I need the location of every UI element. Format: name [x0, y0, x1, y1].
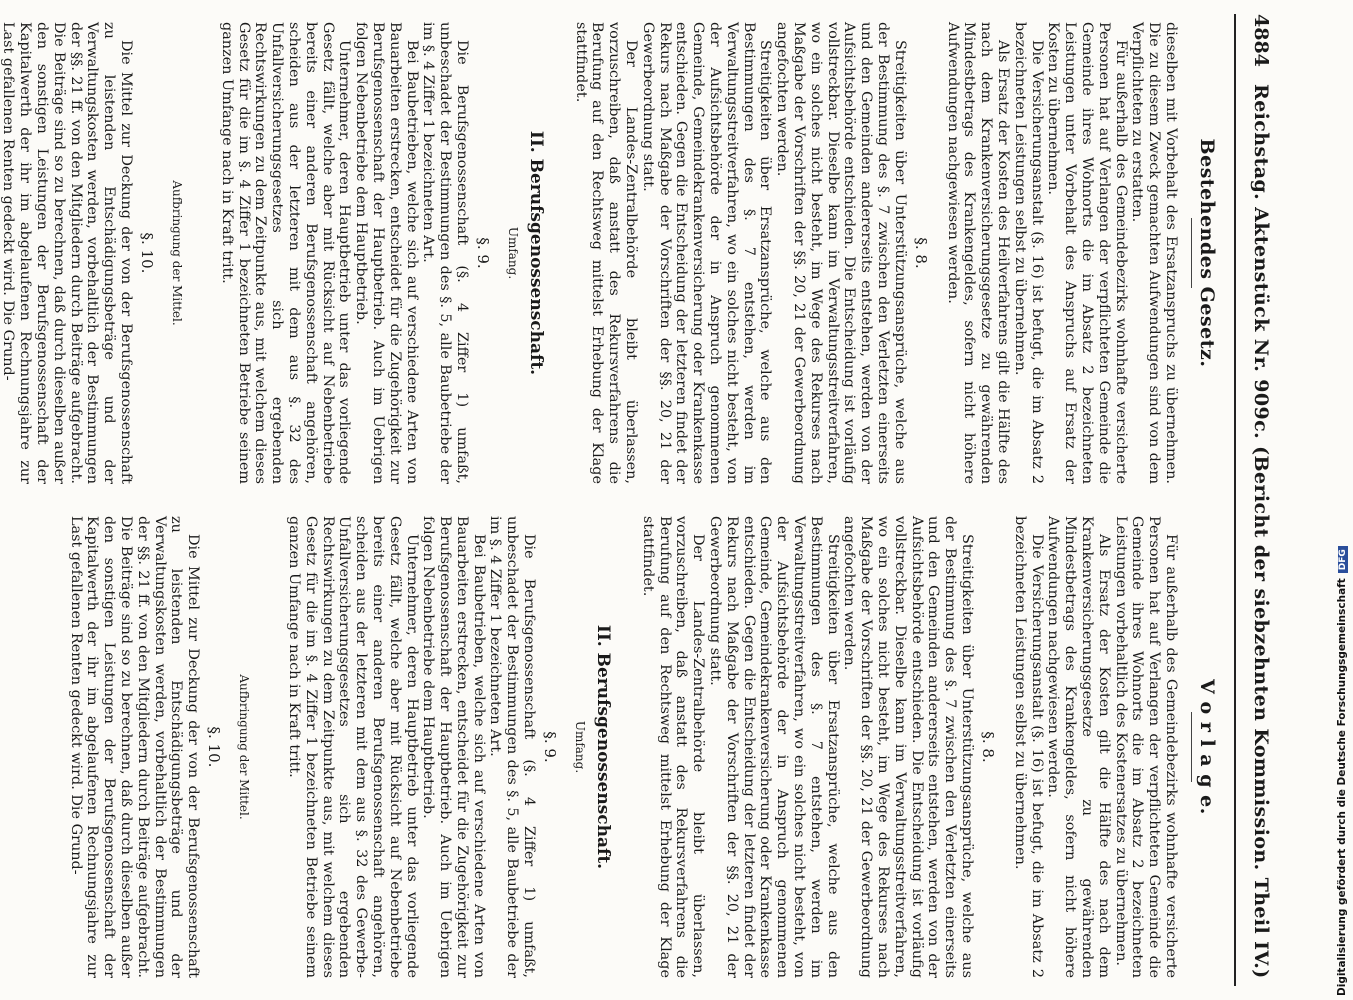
section-heading: §. 9. — [473, 237, 492, 269]
subheading: Umfang. — [505, 226, 520, 280]
digitization-credit — [1336, 0, 1350, 996]
paragraph: Der Landes-Zentralbehörde bleibt überlassen, vorzuschreiben, daß anstatt des Rekursverfahrens die Berufung auf den Rechtsweg mittelst Erhebung der Klage stattfindet. — [639, 516, 707, 978]
subheading: Aufbringung der Mittel. — [237, 674, 252, 820]
title-rule — [1191, 218, 1192, 288]
section-heading: §. 9. — [541, 731, 560, 763]
title-rule — [1191, 712, 1192, 782]
paragraph: Streitigkeiten über Ersatzansprüche, welche aus den Bestimmungen des §. 7 entstehen, werden im Verwaltungsstreitverfahren, wo ein solches nicht besteht, von der Aufsichtsbehörde der in Anspruch genommenen Gemeinde, Gemeindekrankenversicherung oder Krankenkasse entschieden. Gegen die Entscheidung der letzteren findet der Rekurs nach Maßgabe der Vorschriften der §§. 20, 21 der Gewerbeordnung statt. — [707, 516, 841, 978]
column-proposal — [16, 516, 1226, 978]
credit-text: Digitalisierung gefördert durch die Deutsche Forschungsgemeinschaft — [1336, 578, 1348, 996]
header-rule — [1234, 14, 1236, 986]
paragraph: Die Mittel zur Deckung der von der Berufsgenossenschaft zu leistenden Entschädigungsbeträge und der Verwaltungskosten werden, vorbehaltlich der Bestimmungen der §§. 21 ff. von den Mitgliedern durch Beiträge aufgebracht. Die Beiträge sind so zu berechnen, daß durch dieselben außer den sonstigen Leistungen der Berufsgenossenschaft der Kapitalwerth der ihr im abgelaufenen Rechnungsjahre zur Last gefallenen Renten gedeckt wird. Die Grund- — [0, 22, 134, 484]
section-heading: §. 8. — [979, 731, 998, 763]
paragraph: Streitigkeiten über Ersatzansprüche, welche aus den Bestimmungen des §. 7 entstehen, werden im Verwaltungsstreitverfahren, wo ein solches nicht besteht, von der Aufsichtsbehörde der in Anspruch genommenen Gemeinde, Gemeindekrankenversicherung oder Krankenkasse entschieden. Gegen die Entscheidung der letzteren findet der Rekurs nach Maßgabe der Vorschriften der §§. 20, 21 der Gewerbeordnung statt. — [639, 22, 774, 484]
section-heading: §. 10. — [205, 726, 224, 768]
paragraph: Als Ersatz der Kosten des Heilverfahrens gilt die Hälfte des nach dem Krankenversicherungsgesetze zu gewährenden Mindestbetrags des Krankengeldes, sofern nicht höhere Aufwendungen nachgewiesen werden. — [944, 22, 1012, 484]
page-header — [1242, 14, 1276, 986]
paragraph: Bei Baubetrieben, welche sich auf verschiedene Arten von Bauarbeiten erstrecken, entscheidet für die Zugehörigkeit zur Berufsgenossenschaft der Hauptbetrieb. Auch im Uebrigen folgen Nebenbetriebe dem Hauptbetrieb. — [420, 516, 487, 978]
paragraph: Die Versicherungsanstalt (§. 16) ist befugt, die im Absatz 2 bezeichneten Leistungen selbst zu übernehmen. — [1011, 22, 1045, 484]
paragraph: Die Versicherungsanstalt (§. 16) ist befugt, die im Absatz 2 bezeichneten Leistungen selbst zu übernehmen. — [1011, 516, 1045, 978]
paragraph: Streitigkeiten über Unterstützungsansprüche, welche aus der Bestimmung des §. 7 zwischen den Verletzten einerseits und den Gemeinden andererseits entstehen, werden von der Aufsichtsbehörde entschieden. Die Entscheidung ist vorläufig vollstreckbar. Dieselbe kann im Verwaltungsstreitverfahren, wo ein solches nicht besteht, im Wege des Rekurses nach Maßgabe der Vorschriften der §§. 20, 21 der Gewerbeordnung angefochten werden. — [774, 22, 908, 484]
part-heading: II. Berufsgenossenschaft. — [525, 130, 546, 376]
section-heading: §. 10. — [137, 232, 156, 274]
dfg-logo: DFG — [1338, 546, 1348, 573]
page-number: 4884 — [1250, 14, 1272, 67]
paragraph: Unternehmer, deren Hauptbetrieb unter das vorliegende Gesetz fällt, welche aber mit Rücksicht auf Nebenbetriebe bereits einer anderen Berufsgenossenschaft angehören, scheiden aus der letzteren mit dem aus §. 32 des Unfallversicherungsgesetzes sich ergebenden Rechtswirkungen zu dem Zeitpunkte aus, mit welchem dieses Gesetz für die im §. 4 Ziffer 1 bezeichneten Betriebe seinem ganzen Umfange nach in Kraft tritt. — [218, 22, 353, 484]
part-heading: II. Berufsgenossenschaft. — [593, 624, 614, 870]
paragraph: Für außerhalb des Gemeindebezirks wohnhafte versicherte Personen hat auf Verlangen der verpflichteten Gemeinde die Gemeinde ihres Wohnorts die im Absatz 2 bezeichneten Leistungen unter Vorbehalt des Anspruchs auf Ersatz der Kosten zu übernehmen. — [1045, 22, 1129, 484]
subheading: Umfang. — [573, 720, 588, 774]
subheading: Aufbringung der Mittel. — [169, 180, 184, 326]
paragraph: Der Landes-Zentralbehörde bleibt überlassen, vorzuschreiben, daß anstatt des Rekursverfahrens die Berufung auf den Rechtsweg mittelst Erhebung der Klage stattfindet. — [572, 22, 640, 484]
column-title-proposal: V o r l a g e. — [1196, 679, 1218, 815]
section-heading: §. 8. — [911, 237, 930, 269]
paragraph: Unternehmer, deren Hauptbetrieb unter das vorliegende Gesetz fällt, welche aber mit Rücksicht auf Nebenbetriebe bereits einer anderen Berufsgenossenschaft angehören, scheiden aus der letzteren mit dem aus §. 32 des Gewerbe-Unfallversicherungsgesetzes sich ergebenden Rechtswirkungen zu dem Zeitpunkte aus, mit welchem dieses Gesetz für die im §. 4 Ziffer 1 bezeichneten Betriebe seinem ganzen Umfange nach in Kraft tritt. — [285, 516, 420, 978]
running-title: Reichstag. Aktenstück Nr. 909c. (Bericht der siebzehnten Kommission. Theil IV.) — [1250, 84, 1272, 979]
paragraph: Die Berufsgenossenschaft (§. 4 Ziffer 1) umfaßt, unbeschadet der Bestimmungen des §. 5, alle Baubetriebe der im §. 4 Ziffer 1 bezeichneten Art. — [487, 516, 538, 978]
paragraph: dieselben mit Vorbehalt des Ersatzanspruchs zu übernehmen. Die zu diesem Zweck gemachten Aufwendungen sind von dem Verpflichteten zu erstatten. — [1129, 22, 1179, 484]
paragraph: Bei Baubetrieben, welche sich auf verschiedene Arten von Bauarbeiten erstrecken, entscheidet für die Zugehörigkeit zur Berufsgenossenschaft der Hauptbetrieb. Auch im Uebrigen folgen Nebenbetriebe dem Hauptbetrieb. — [353, 22, 420, 484]
paragraph: Für außerhalb des Gemeindebezirks wohnhafte versicherte Personen hat auf Verlangen der verpflichteten Gemeinde die Gemeinde ihres Wohnorts die im Absatz 2 bezeichneten Leistungen vorbehaltlich des Kostenersatzes zu übernehmen. — [1112, 516, 1179, 978]
paragraph: Als Ersatz der Kosten gilt die Hälfte des nach dem Krankenversicherungsgesetze zu gewährenden Mindestbetrags des Krankengeldes, sofern nicht höhere Aufwendungen nachgewiesen werden. — [1045, 516, 1112, 978]
paragraph: Die Berufsgenossenschaft (§. 4 Ziffer 1) umfaßt, unbeschadet der Bestimmungen des §. 5, alle Baubetriebe der im §. 4 Ziffer 1 bezeichneten Art. — [420, 22, 470, 484]
paragraph: Streitigkeiten über Unterstützungsansprüche, welche aus der Bestimmung des §. 7 zwischen den Verletzten einerseits und den Gemeinden andererseits entstehen, werden von der Aufsichtsbehörde entschieden. Die Entscheidung ist vorläufig vollstreckbar. Dieselbe kann im Verwaltungsstreitverfahren, wo ein solches nicht besteht, im Wege des Rekurses nach Maßgabe der Vorschriften der §§. 20, 21 der Gewerbeordnung angefochten werden. — [841, 516, 976, 978]
column-title-existing-law: Bestehendes Gesetz. — [1196, 138, 1218, 368]
column-existing-law — [0, 22, 1226, 484]
paragraph: Die Mittel zur Deckung der von der Berufsgenossenschaft zu leistenden Entschädigungsbeträge und der Verwaltungskosten werden, vorbehaltlich der Bestimmungen der §§. 21 ff. von den Mitgliedern durch Beiträge aufgebracht. Die Beiträge sind so zu berechnen, daß durch dieselben außer den sonstigen Leistungen der Berufsgenossenschaft der Kapitalwerth der ihr im abgelaufenen Rechnungsjahre zur Last gefallenen Renten gedeckt wird. Die Grund- — [67, 516, 202, 978]
